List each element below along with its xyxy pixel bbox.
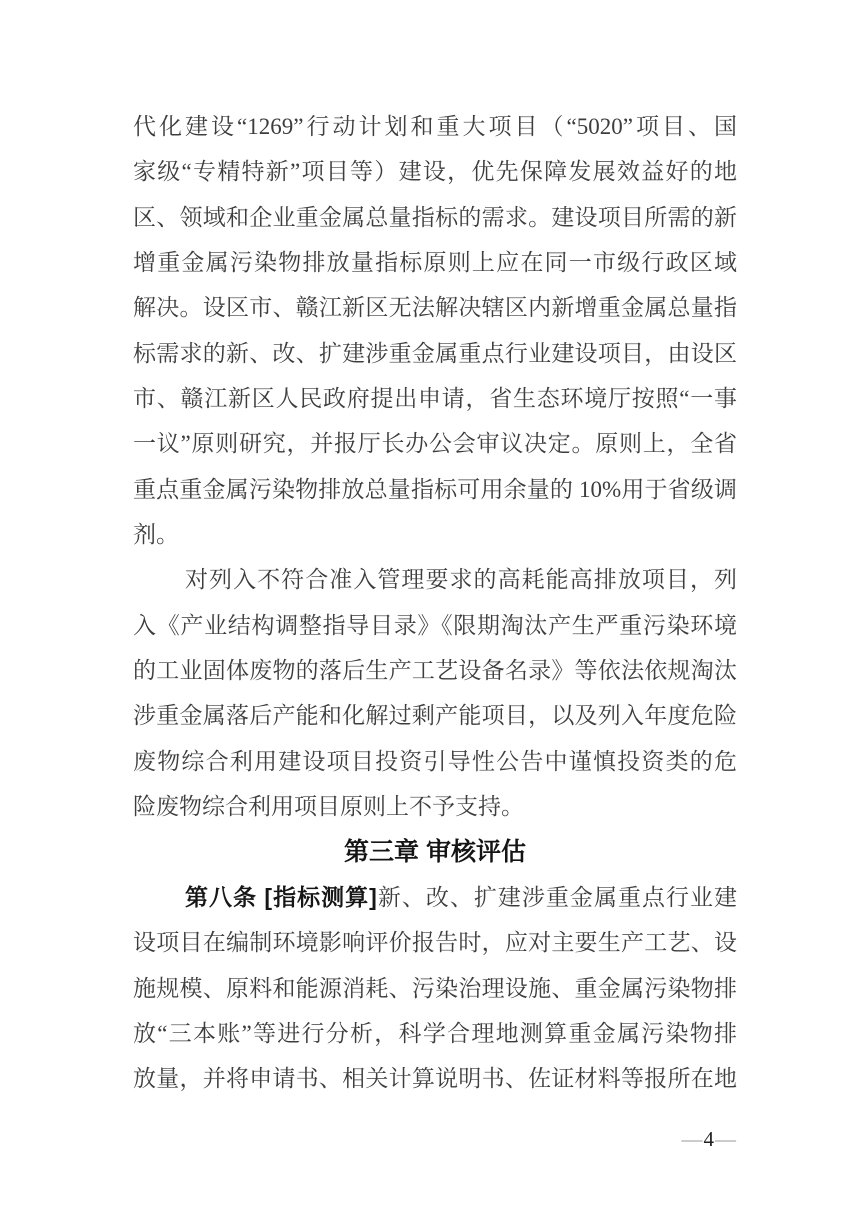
page-number [682,1124,738,1154]
page-number-value: 4 [703,1127,715,1151]
page-number-dash-left: — [681,1127,704,1151]
body-text-line: 废物综合利用建设项目投资引导性公告中谨慎投资类的危 [133,748,737,774]
paragraph-end-line: 险废物综合利用项目原则上不予支持。 [133,794,524,820]
article-text: 新、改、扩建涉重金属重点行业建 [376,884,737,910]
body-text-line: 设项目在编制环境影响评价报告时，应对主要生产工艺、设 [133,930,737,956]
body-text-line: 一议”原则研究，并报厅长办公会审议决定。原则上，全省 [133,431,737,457]
chapter-heading: 第三章 审核评估 [344,837,526,866]
body-text-line: 标需求的新、改、扩建涉重金属重点行业建设项目，由设区 [133,340,737,366]
article-start-line [133,875,737,920]
body-text-line: 增重金属污染物排放量指标原则上应在同一市级行政区域 [133,250,737,276]
body-text-line: 代化建设“1269”行动计划和重大项目（“5020”项目、国 [133,114,737,139]
paragraph-end-line: 剂。 [133,522,179,548]
document-body [133,104,737,1102]
body-text-line: 涉重金属落后产能和化解过剩产能项目，以及列入年度危险 [133,703,737,729]
article-number-label: 第八条 [指标测算] [185,883,377,910]
body-text-line: 入《产业结构调整指导目录》《限期淘汰产生严重污染环境 [133,612,737,638]
body-text-line: 放“三本账”等进行分析，科学合理地测算重金属污染物排 [133,1020,737,1046]
body-text-line: 市、赣江新区人民政府提出申请，省生态环境厅按照“一事 [133,386,737,412]
body-text-line: 施规模、原料和能源消耗、污染治理设施、重金属污染物排 [133,975,737,1001]
body-text-line: 的工业固体废物的落后生产工艺设备名录》等依法依规淘汰 [133,658,737,684]
body-text-line: 放量，并将申请书、相关计算说明书、佐证材料等报所在地 [133,1066,737,1092]
body-text-line: 解决。设区市、赣江新区无法解决辖区内新增重金属总量指 [133,295,737,321]
body-text-line: 区、领域和企业重金属总量指标的需求。建设项目所需的新 [133,204,737,230]
body-text-line: 家级“专精特新”项目等）建设，优先保障发展效益好的地 [133,159,737,185]
page-number-dash-right: — [715,1127,737,1151]
body-text-line: 重点重金属污染物排放总量指标可用余量的 10%用于省级调 [133,476,737,502]
paragraph-start-line: 对列入不符合准入管理要求的高耗能高排放项目，列 [185,567,737,593]
